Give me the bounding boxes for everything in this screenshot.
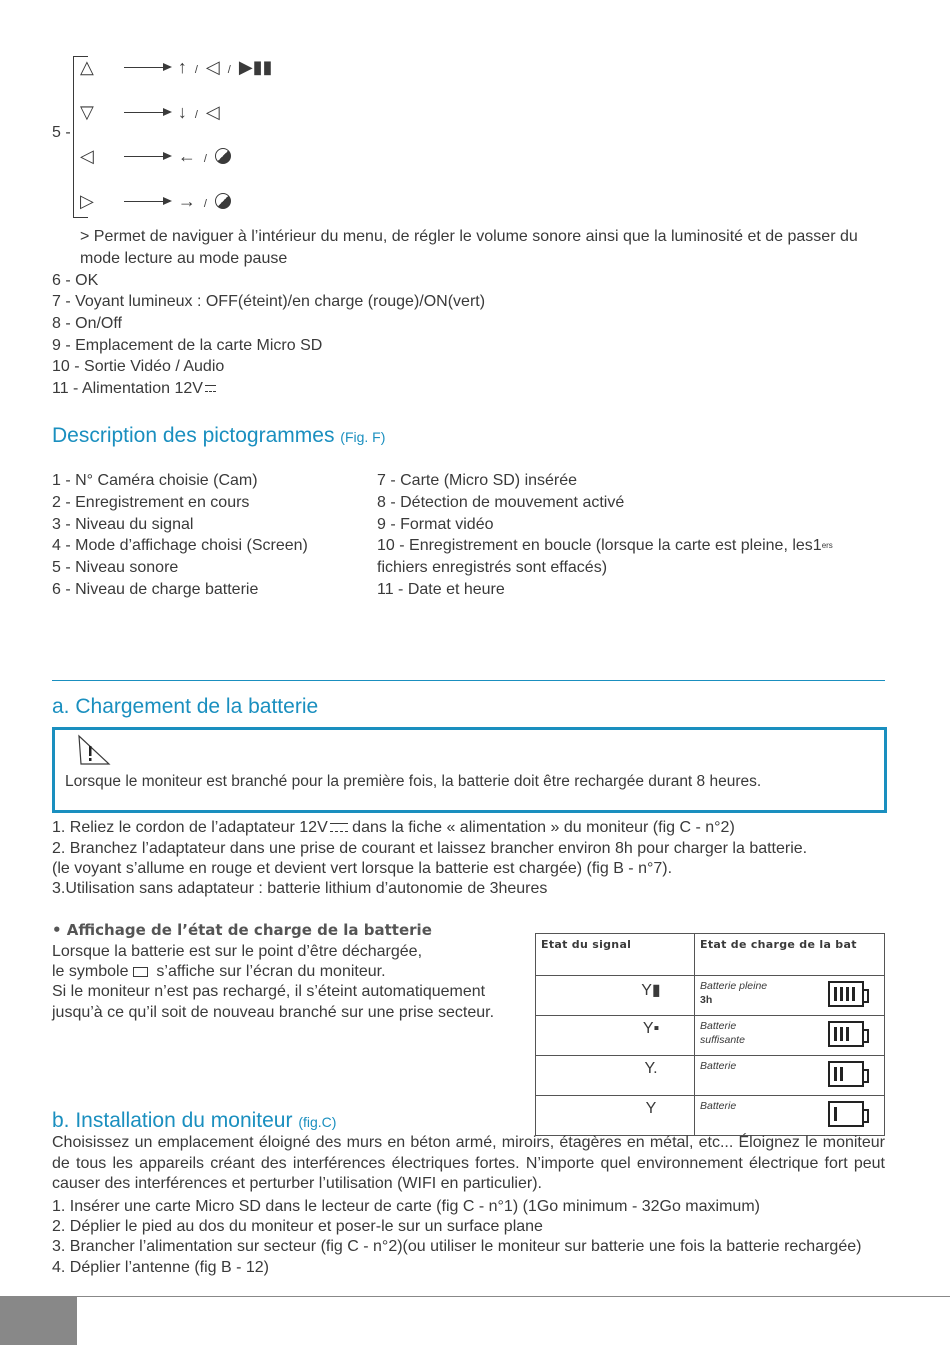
display-line: Si le moniteur n’est pas rechargé, il s’éteint automatiquement [52, 983, 486, 1000]
install-step: 3. Brancher l’alimentation sur secteur (fig C - n°2)(ou utiliser le moniteur sur batterie une fois la batterie rechargée) [52, 1238, 862, 1255]
footer-rule [0, 1296, 950, 1297]
picto-item: fichiers enregistrés sont effacés) [377, 559, 608, 576]
picto-item: 9 - Format vidéo [377, 516, 494, 533]
signal-4-icon: Y▮ [641, 982, 661, 999]
list-item: 6 - OK [52, 272, 99, 289]
table-header: Etat du signal [536, 934, 695, 976]
list-item: 11 - Alimentation 12V [52, 378, 216, 400]
section-title-picto: Description des pictogrammes (Fig. F) [52, 424, 386, 447]
brightness-icon [215, 193, 231, 209]
triangle-down-icon: ▽ [80, 101, 94, 122]
nav-row-left: ◁ ← / [80, 144, 231, 168]
battery-1-icon [828, 1101, 864, 1127]
picto-item: 3 - Niveau du signal [52, 516, 194, 533]
nav-row-up: △ ↑ / ◁ / ▶▮▮ [80, 56, 273, 77]
divider [52, 680, 885, 681]
warning-box [52, 727, 887, 813]
display-line: Lorsque la batterie est sur le point d’être déchargée, [52, 943, 423, 960]
arrow-icon [124, 156, 170, 157]
step-2-note: (le voyant s’allume en rouge et devient vert lorsque la batterie est chargée) (fig B - n°7). [52, 860, 673, 877]
speaker-icon: ◁ [205, 101, 220, 122]
arrow-icon [124, 67, 170, 68]
arrow-left-icon: ← [177, 145, 196, 166]
battery-full-icon [828, 981, 864, 1007]
speaker-icon: ◁ [205, 56, 220, 77]
step-1: 1. Reliez le cordon de l’adaptateur 12V dans la fiche « alimentation » du moniteur (fig C - n°2) [52, 819, 735, 836]
install-step: 2. Déplier le pied au dos du moniteur et poser-le sur un surface plane [52, 1218, 543, 1235]
picto-item: 11 - Date et heure [377, 581, 505, 598]
picto-item: 10 - Enregistrement en boucle (lorsque la carte est pleine, les1ers [377, 537, 833, 554]
display-line: jusqu’à ce qu’il soit de nouveau branché sur une prise secteur. [52, 1004, 495, 1021]
battery-2-icon [828, 1061, 864, 1087]
brightness-icon [215, 148, 231, 164]
table-header: Etat de charge de la bat [695, 934, 885, 976]
nav-row-down: ▽ ↓ / ◁ [80, 101, 220, 122]
nav-description-cont: mode lecture au mode pause [80, 250, 288, 267]
signal-1-icon: Y [645, 1100, 657, 1117]
dc-icon [205, 385, 216, 392]
section-title-a: a. Chargement de la batterie [52, 695, 319, 718]
page-tab [0, 1297, 77, 1345]
list-item: 9 - Emplacement de la carte Micro SD [52, 337, 323, 354]
arrow-up-icon: ↑ [177, 56, 187, 77]
install-step: 4. Déplier l’antenne (fig B - 12) [52, 1259, 269, 1276]
warning-text: Lorsque le moniteur est branché pour la première fois, la batterie doit être rechargée durant 8 heures. [65, 773, 762, 790]
list-item: 8 - On/Off [52, 315, 122, 332]
picto-item: 1 - N° Caméra choisie (Cam) [52, 472, 258, 489]
arrow-icon [124, 112, 170, 113]
display-title: • Affichage de l’état de charge de la batterie [52, 921, 432, 939]
dc-icon [330, 823, 348, 832]
picto-item: 7 - Carte (Micro SD) insérée [377, 472, 578, 489]
nav-row-right: ▷ → / [80, 189, 231, 213]
picto-item: 4 - Mode d’affichage choisi (Screen) [52, 537, 308, 554]
arrow-down-icon: ↓ [177, 101, 187, 122]
picto-item: 8 - Détection de mouvement activé [377, 494, 625, 511]
battery-table: Etat du signal Etat de charge de la bat Y▮ Batterie pleine 3h Y▪ Batterie suffisante Y. Batterie Y Batterie [535, 933, 885, 1136]
triangle-up-icon: △ [80, 56, 94, 77]
arrow-icon [124, 201, 170, 202]
triangle-right-icon: ▷ [80, 190, 94, 211]
picto-item: 5 - Niveau sonore [52, 559, 179, 576]
warning-icon [75, 734, 111, 766]
arrow-right-icon: → [177, 190, 196, 211]
list-item: 10 - Sortie Vidéo / Audio [52, 358, 225, 375]
nav-description: > Permet de naviguer à l’intérieur du menu, de régler le volume sonore ainsi que la luminosité et de passer du [80, 228, 858, 245]
step-3: 3.Utilisation sans adaptateur : batterie lithium d’autonomie de 3heures [52, 880, 548, 897]
signal-2-icon: Y. [644, 1060, 658, 1077]
display-line: le symbole s’affiche sur l’écran du moniteur. [52, 963, 386, 980]
install-paragraph: Choisissez un emplacement éloigné des murs en béton armé, miroirs, étagères en métal, etc... Éloignez le moniteur de tous les appareils créant des interférences électriques fortes. N’importe quel environnement électrique fort peut causer des interférences et perturber l’utilisation (WIFI en particulier). [52, 1134, 885, 1192]
picto-item: 6 - Niveau de charge batterie [52, 581, 259, 598]
step-2: 2. Branchez l’adaptateur dans une prise de courant et laissez brancher environ 8h pour charger la batterie. [52, 840, 808, 857]
section-title-b: b. Installation du moniteur (fig.C) [52, 1109, 337, 1132]
install-step: 1. Insérer une carte Micro SD dans le lecteur de carte (fig C - n°1) (1Go minimum - 32Go maximum) [52, 1198, 760, 1215]
battery-3-icon [828, 1021, 864, 1047]
list-item: 7 - Voyant lumineux : OFF(éteint)/en charge (rouge)/ON(vert) [52, 293, 486, 310]
signal-3-icon: Y▪ [642, 1020, 660, 1037]
picto-item: 2 - Enregistrement en cours [52, 494, 250, 511]
triangle-left-icon: ◁ [80, 145, 94, 166]
play-pause-icon: ▶▮▮ [238, 56, 273, 77]
item-5-label: 5 - [52, 124, 71, 141]
empty-battery-icon [133, 967, 148, 977]
